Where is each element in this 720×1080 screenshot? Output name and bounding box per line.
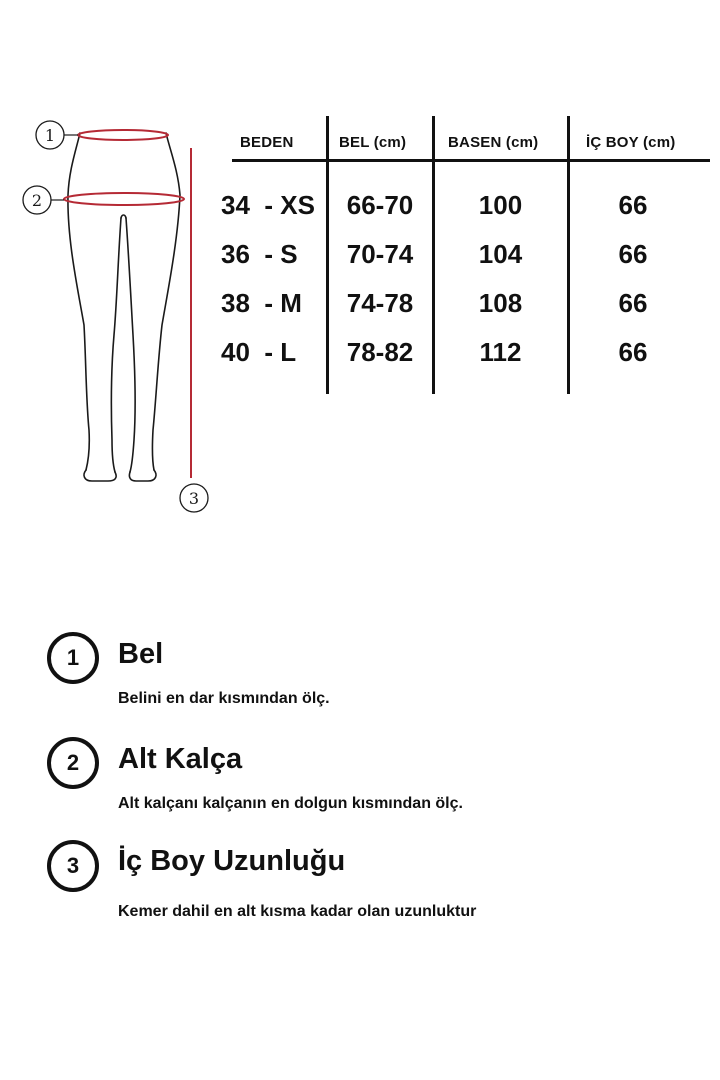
table-cell-size: 38 - M (221, 288, 302, 318)
header-beden: BEDEN (240, 134, 294, 151)
table-cell-basen: 100 (478, 190, 523, 220)
marker-3 (180, 484, 208, 512)
body-figure-illustration (0, 0, 230, 530)
step-description: Alt kalçanı kalçanın en dolgun kısmından ölç. (118, 795, 463, 812)
header-bel: BEL (cm) (339, 134, 407, 151)
step-description: Belini en dar kısmından ölç. (118, 690, 330, 707)
table-cell-bel: 70-74 (346, 239, 414, 269)
table-column-divider (326, 116, 329, 394)
table-cell-basen: 108 (478, 288, 523, 318)
header-basen: BASEN (cm) (448, 134, 539, 151)
step-number-badge: 3 (47, 840, 99, 892)
marker-1 (36, 121, 78, 149)
svg-text:1: 1 (44, 126, 56, 145)
table-column-divider (567, 116, 570, 394)
step-title: Alt Kalça (118, 743, 243, 775)
step-number-badge: 1 (47, 632, 99, 684)
step-title: Bel (118, 638, 164, 670)
table-cell-ic-boy: 66 (618, 288, 648, 318)
table-header-divider (232, 159, 710, 162)
step-title: İç Boy Uzunluğu (118, 845, 346, 877)
table-cell-bel: 74-78 (346, 288, 414, 318)
svg-text:2: 2 (31, 191, 43, 210)
table-cell-basen: 104 (478, 239, 523, 269)
marker-2 (23, 186, 64, 214)
hip-measure-line (64, 193, 184, 205)
step-description: Kemer dahil en alt kısma kadar olan uzunluktur (118, 903, 477, 920)
step-number-badge: 2 (47, 737, 99, 789)
table-cell-ic-boy: 66 (618, 239, 648, 269)
table-cell-size: 36 - S (221, 239, 298, 269)
header-ic-boy: İÇ BOY (cm) (586, 134, 676, 151)
table-cell-ic-boy: 66 (618, 190, 648, 220)
table-cell-size: 34 - XS (221, 190, 315, 220)
table-column-divider (432, 116, 435, 394)
legs-outline-icon (68, 133, 180, 481)
table-cell-basen: 112 (479, 337, 522, 367)
table-cell-ic-boy: 66 (618, 337, 648, 367)
table-cell-bel: 78-82 (346, 337, 414, 367)
waist-measure-line (78, 130, 168, 140)
table-cell-bel: 66-70 (346, 190, 414, 220)
table-cell-size: 40 - L (221, 337, 297, 367)
svg-text:3: 3 (188, 489, 200, 508)
